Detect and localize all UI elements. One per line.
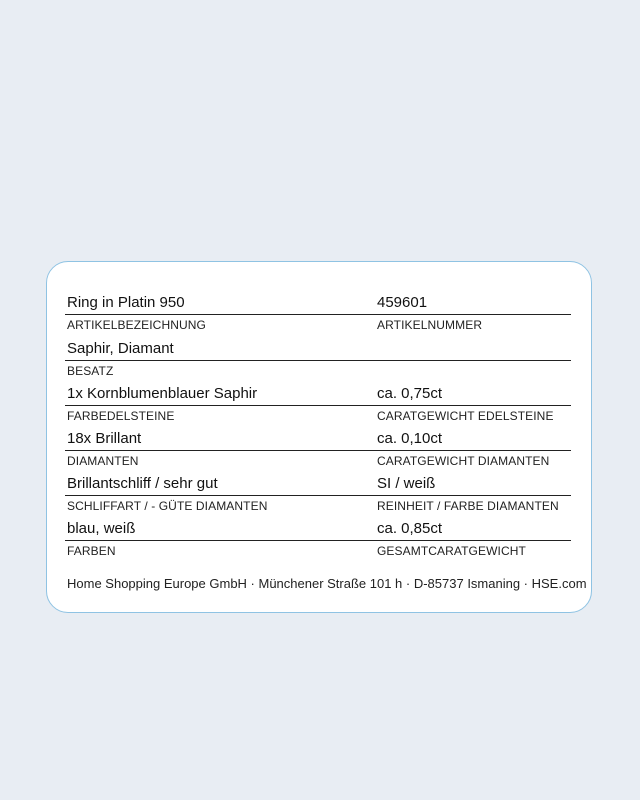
gemstones-label: FARBEDELSTEINE xyxy=(67,409,175,423)
company-footer: Home Shopping Europe GmbH · Münchener Straße 101 h · D-85737 Ismaning · HSE.com xyxy=(67,576,587,591)
gemstone-carat-label: CARATGEWICHT EDELSTEINE xyxy=(377,409,554,423)
article-name-value: Ring in Platin 950 xyxy=(67,294,185,311)
setting-value: Saphir, Diamant xyxy=(67,340,174,357)
product-info-card xyxy=(46,261,592,613)
clarity-color-value: SI / weiß xyxy=(377,475,436,492)
article-name-label: ARTIKELBEZEICHNUNG xyxy=(67,318,206,332)
divider xyxy=(65,314,571,315)
diamonds-value: 18x Brillant xyxy=(67,430,142,447)
cut-value: Brillantschliff / sehr gut xyxy=(67,475,218,492)
article-number-label: ARTIKELNUMMER xyxy=(377,318,483,332)
diamond-carat-label: CARATGEWICHT DIAMANTEN xyxy=(377,454,550,468)
colors-value: blau, weiß xyxy=(67,520,136,537)
diamond-carat-value: ca. 0,10ct xyxy=(377,430,443,447)
divider xyxy=(65,540,571,541)
divider xyxy=(65,360,571,361)
cut-label: SCHLIFFART / - GÜTE DIAMANTEN xyxy=(67,499,268,513)
divider xyxy=(65,450,571,451)
divider xyxy=(65,405,571,406)
gemstones-value: 1x Kornblumenblauer Saphir xyxy=(67,385,258,402)
divider xyxy=(65,495,571,496)
colors-label: FARBEN xyxy=(67,544,116,558)
clarity-color-label: REINHEIT / FARBE DIAMANTEN xyxy=(377,499,559,513)
total-carat-label: GESAMTCARATGEWICHT xyxy=(377,544,526,558)
diamonds-label: DIAMANTEN xyxy=(67,454,139,468)
gemstone-carat-value: ca. 0,75ct xyxy=(377,385,443,402)
article-number-value: 459601 xyxy=(377,294,428,311)
total-carat-value: ca. 0,85ct xyxy=(377,520,443,537)
setting-label: BESATZ xyxy=(67,364,114,378)
